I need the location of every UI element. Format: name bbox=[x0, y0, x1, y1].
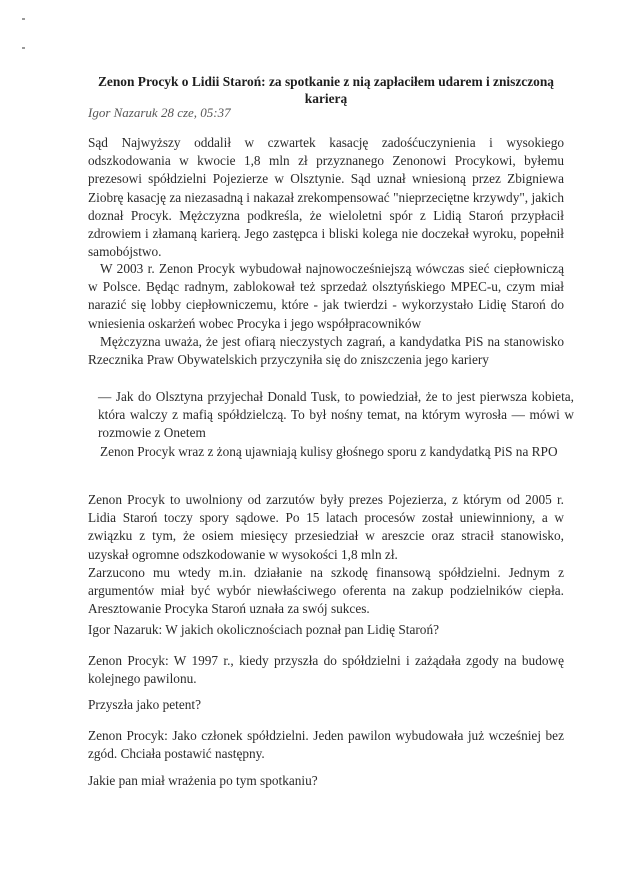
article-paragraph-3: Mężczyzna uważa, że jest ofiarą nieczystych zagrań, a kandydatka PiS na stanowisko Rzecznika Praw Obywatelskich przyczyniła się do zniszczenia jego kariery bbox=[88, 334, 564, 368]
scan-mark-top bbox=[22, 18, 25, 20]
article-byline: Igor Nazaruk 28 cze, 05:37 bbox=[88, 105, 231, 120]
article-quote: — Jak do Olsztyna przyjechał Donald Tusk, to powiedział, że to jest pierwsza kobieta, która walczy z mafią spółdzielczą. To był nośny temat, na którym wyrosła — mówi w rozmowie z Onetem bbox=[98, 389, 574, 441]
article-paragraph-6: Zenon Procyk to uwolniony od zarzutów były prezes Pojezierza, z którym od 2005 r. Lidia Staroń toczy spory sądowe. Po 15 latach procesów został uniewinniony, a w związku z tym, że osiem miesięcy przesiedział w areszcie oraz stracił stanowisko, uzyskał ogromne odszkodowanie w wysokości 1,8 mln zł. bbox=[88, 492, 564, 562]
article-paragraph-7: Zarzucono mu wtedy m.in. działanie na szkodę finansową spółdzielni. Jednym z argumentów miał być wybór niewłaściwego oferenta na zakup podzielników ciepła. Aresztowanie Procyka Staroń uznała za swój sukces. bbox=[88, 565, 564, 617]
interview-question-2: Przyszła jako petent? bbox=[88, 697, 201, 712]
interview-answer-2: Zenon Procyk: Jako członek spółdzielni. Jeden pawilon wybudowała już wcześniej bez zgód. Chciała postawić następny. bbox=[88, 728, 564, 762]
interview-question-3: Jakie pan miał wrażenia po tym spotkaniu? bbox=[88, 773, 318, 788]
article-paragraph-2: W 2003 r. Zenon Procyk wybudował najnowocześniejszą wówczas sieć ciepłowniczą w Polsce. Będąc radnym, zablokował też sprzedaż olsztyńskiego MPEC-u, czym miał narazić się lobby ciepłowniczemu, które - jak twierdzi - wykorzystało Lidię Staroń do wniesienia oskarżeń wobec Procyka i jego współpracowników bbox=[88, 261, 564, 331]
interview-answer-1: Zenon Procyk: W 1997 r., kiedy przyszła do spółdzielni i zażądała zgody na budowę kolejnego pawilonu. bbox=[88, 653, 564, 687]
article-paragraph-lead: Sąd Najwyższy oddalił w czwartek kasację zadośćuczynienia i wysokiego odszkodowania w kwocie 1,8 mln zł przyznanego Zenonowi Procykowi, byłemu prezesowi spółdzielni Pojezierze w Olsztynie. Sąd uznał wniesioną przez Zbigniewa Ziobrę kasację za niezasadną i nakazał zrekompensować "nieprzeciętne krzywdy", jakich doznał Procyk. Mężczyzna podkreśla, że wieloletni spór z Lidią Staroń przypłacił zdrowiem i złamaną karierą. Jego zastępca i bliski kolega nie doczekał wyroku, popełnił samobójstwo. bbox=[88, 135, 564, 260]
article-title: Zenon Procyk o Lidii Staroń: za spotkanie z nią zapłaciłem udarem i zniszczoną karierą bbox=[97, 74, 555, 106]
article-paragraph-5: Zenon Procyk wraz z żoną ujawniają kulisy głośnego sporu z kandydatką PiS na RPO bbox=[100, 444, 558, 459]
scan-mark-second bbox=[22, 47, 25, 49]
interview-question-1: Igor Nazaruk: W jakich okolicznościach poznał pan Lidię Staroń? bbox=[88, 622, 440, 637]
